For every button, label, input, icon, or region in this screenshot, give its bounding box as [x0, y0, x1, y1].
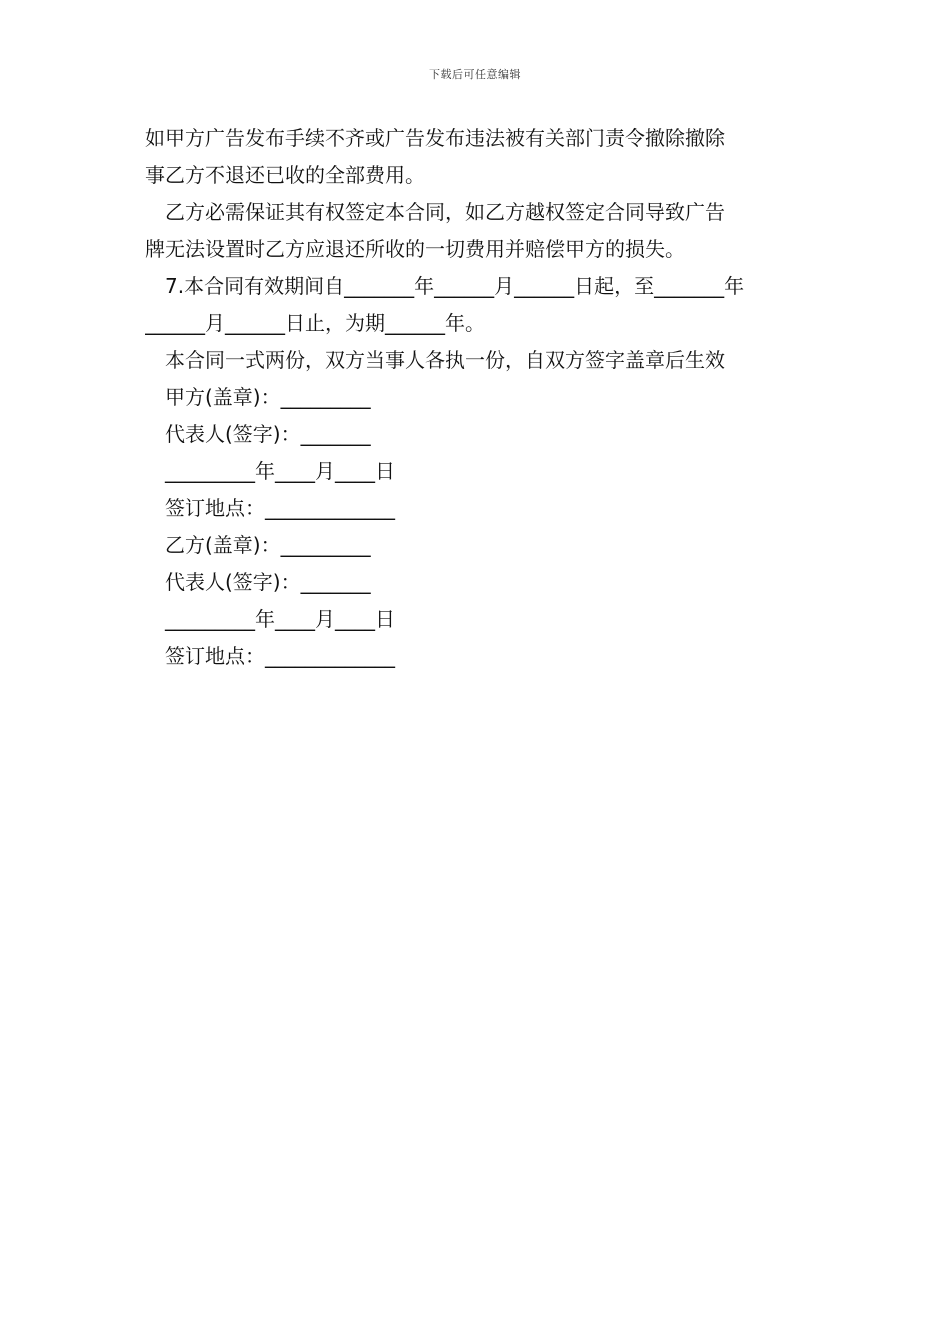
contract-term-clause: ______月______日止，为期______年。 — [145, 311, 485, 335]
page-header: 下载后可任意编辑 — [429, 68, 521, 81]
party-b-representative-field: 代表人(签字)：_______ — [165, 570, 371, 594]
party-a-date-field: _________年____月____日 — [165, 459, 395, 483]
party-b-location-field: 签订地点：_____________ — [165, 644, 395, 668]
paragraph-line: 事乙方不退还已收的全部费用。 — [145, 163, 425, 187]
paragraph-line: 如甲方广告发布手续不齐或广告发布违法被有关部门责令撤除撤除 — [145, 126, 725, 150]
party-b-seal-field: 乙方(盖章)：_________ — [165, 533, 371, 557]
paragraph-line: 牌无法设置时乙方应退还所收的一切费用并赔偿甲方的损失。 — [145, 237, 685, 261]
party-a-location-field: 签订地点：_____________ — [165, 496, 395, 520]
effectivity-clause: 本合同一式两份，双方当事人各执一份，自双方签字盖章后生效 — [165, 348, 725, 372]
party-a-representative-field: 代表人(签字)：_______ — [165, 422, 371, 446]
contract-term-clause: 7.本合同有效期间自_______年______月______日起，至_______年 — [165, 274, 745, 298]
paragraph-line: 乙方必需保证其有权签定本合同，如乙方越权签定合同导致广告 — [165, 200, 725, 224]
document-body — [145, 120, 810, 675]
party-a-seal-field: 甲方(盖章)：_________ — [165, 385, 371, 409]
party-b-date-field: _________年____月____日 — [165, 607, 395, 631]
